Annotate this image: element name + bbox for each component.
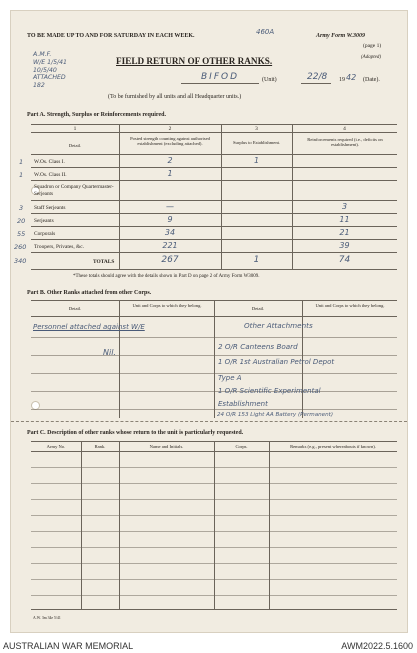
part-a-table	[14, 124, 397, 272]
col-header-corps: Corps.	[235, 444, 248, 449]
unit-label: (Unit)	[262, 77, 277, 83]
col-header-name: Name and Initials.	[149, 444, 184, 449]
row-detail: Serjeants	[34, 218, 54, 224]
row-margin-note: 1	[19, 171, 24, 179]
row-posted: 1	[167, 169, 173, 178]
adapted-label: (Adapted)	[361, 55, 381, 60]
part-c-table	[31, 441, 397, 611]
row-posted: 221	[162, 241, 178, 250]
dashed-separator	[11, 421, 407, 422]
unit-value: BIFOD	[201, 72, 240, 82]
date-value: 22/8	[307, 72, 328, 82]
side-stamp-line: W/E 1/5/41	[33, 58, 67, 66]
footer-source: AUSTRALIAN WAR MEMORIAL	[3, 641, 134, 651]
col-header-reinforcements: Reinforcements required (i.e., deficits on establishment).	[307, 137, 383, 148]
col-number: 3	[255, 126, 258, 132]
col-header-surplus: Surplus to Establishment.	[232, 140, 281, 145]
form-number: Army Form W.3009	[316, 33, 365, 39]
col-number: 2	[168, 126, 172, 132]
side-stamp	[33, 51, 93, 90]
form-title: FIELD RETURN OF OTHER RANKS.	[116, 56, 273, 66]
row-reinf: 3	[341, 202, 348, 211]
side-stamp-line: ATTACHED	[33, 74, 66, 82]
year-prefix: 19	[339, 77, 345, 83]
row-margin-note: 1	[19, 158, 24, 166]
page-label: (page 1)	[363, 43, 382, 49]
row-margin-note: 3	[19, 204, 24, 212]
part-b-attachment: Other Attachments	[244, 321, 313, 330]
row-detail: Staff Serjeants	[34, 205, 66, 211]
row-reinf: 11	[339, 215, 350, 224]
row-margin-note: 260	[14, 243, 27, 251]
top-notice: TO BE MADE UP TO AND FOR SATURDAY IN EACH WEEK.	[27, 33, 195, 39]
row-detail: Squadron or Company Quartermaster-Serjeants	[34, 184, 114, 197]
part-b-table	[31, 300, 397, 418]
part-a-title: Part A. Strength, Surplus or Reinforcements required.	[27, 112, 166, 118]
furnished-note: (To be furnished by all units and all Headquarter units.)	[108, 94, 242, 100]
col-header-posted: Posted strength counting against authorised establishment (excluding attached).	[130, 136, 210, 147]
row-margin-note: 20	[17, 217, 26, 225]
col-header-unit: Unit and Corps to which they belong.	[315, 303, 385, 308]
row-posted: 9	[167, 215, 173, 224]
row-detail: Troopers, Privates, &c.	[34, 244, 84, 250]
side-stamp-line: 182	[33, 82, 45, 89]
col-header-unit: Unit and Corps to which they belong.	[132, 303, 202, 308]
year-value: 42	[346, 73, 357, 82]
col-header-detail: Detail.	[251, 306, 265, 311]
print-code: A.W. 3m 34e 5/41	[33, 616, 61, 620]
part-b-attachment: 1 O/R 1st Australian Petrol Depot	[218, 358, 335, 366]
col-header-rank: Rank.	[94, 444, 106, 449]
part-b-attachment: 24 O/R 153 Light AA Battery (Permanent)	[217, 412, 334, 418]
part-b-attachment: Establishment	[218, 400, 268, 408]
part-c-title: Part C. Description of other ranks whose return to the unit is particularly requested.	[27, 430, 244, 436]
totals-margin-note: 340	[14, 257, 27, 265]
date-label: (Date).	[363, 77, 380, 83]
footer-accession-number: AWM2022.5.1600	[341, 641, 413, 651]
row-reinf: 39	[339, 241, 350, 250]
part-b-attachment: Type A	[218, 374, 242, 382]
row-posted: 2	[167, 156, 173, 165]
side-stamp-line: A.M.F.	[33, 51, 52, 58]
row-detail: W.Os. Class II.	[34, 172, 67, 178]
col-number: 1	[73, 126, 77, 132]
part-b-attachment: 1 O/R Scientific Experimental	[218, 387, 321, 395]
row-surplus: 1	[253, 156, 260, 165]
totals-label: TOTALS	[93, 259, 115, 265]
part-b-entry: Personnel attached against W/E	[33, 323, 145, 331]
row-margin-note: 55	[17, 230, 26, 238]
part-b-title: Part B. Other Ranks attached from other Corps.	[27, 290, 152, 296]
row-reinf: 21	[339, 228, 350, 237]
col-number: 4	[343, 126, 346, 132]
totals-surplus: 1	[253, 255, 260, 265]
col-header-remarks: Remarks (e.g., present whereabouts if known).	[290, 444, 376, 449]
totals-posted: 267	[161, 255, 179, 265]
col-header-detail: Detail.	[68, 143, 82, 148]
part-a-footnote: *These totals should agree with the details shown in Part D on page 2 of Army Form W3009.	[73, 274, 260, 279]
side-stamp-line: 10/5/40	[33, 66, 57, 74]
part-b-attachment: 2 O/R Canteens Board	[218, 342, 298, 351]
row-posted: 34	[164, 228, 176, 237]
col-header-army-no: Army No.	[46, 444, 66, 449]
part-b-entry: Nil.	[103, 348, 116, 357]
form-page	[10, 10, 408, 633]
corner-note: 460A	[256, 28, 275, 36]
row-detail: W.Os. Class I.	[34, 159, 65, 165]
totals-reinf: 74	[338, 255, 351, 265]
col-header-detail: Detail.	[68, 306, 82, 311]
row-detail: Corporals	[34, 231, 56, 237]
row-posted: —	[166, 202, 174, 211]
